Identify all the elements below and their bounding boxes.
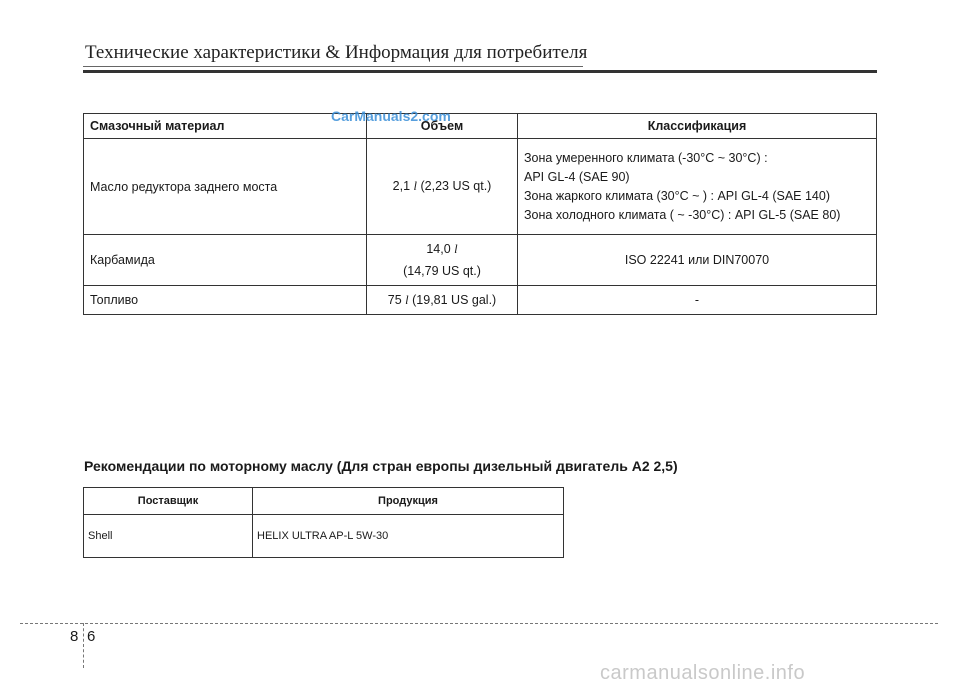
footer-dashed-rule [20, 623, 938, 624]
lubricants-table [83, 113, 877, 315]
classification-line: Зона холодного климата ( ~ -30°C) : API GL-5 (SAE 80) [524, 208, 841, 222]
page-header-title: Технические характеристики & Информация для потребителя [85, 42, 588, 63]
header-material: Смазочный материал [84, 114, 367, 139]
material-cell: Топливо [84, 286, 367, 315]
header-rule [83, 70, 877, 73]
liter-unit: l [413, 179, 417, 193]
lubricants-header-row [84, 114, 877, 139]
oil-recommendation-heading: Рекомендации по моторному маслу (Для стран европы дизельный двигатель A2 2,5) [84, 458, 678, 474]
oil-recommendation-table [83, 487, 564, 558]
oil-header-row [84, 488, 564, 515]
volume-conversion: (14,79 US qt.) [403, 264, 481, 278]
volume-cell [367, 286, 518, 315]
page-number [70, 628, 104, 645]
classification-cell [518, 139, 877, 235]
classification-line: API GL-4 (SAE 90) [524, 170, 630, 184]
page-number-page: 6 [87, 628, 96, 645]
product-cell: HELIX ULTRA AP-L 5W-30 [253, 515, 564, 558]
volume-conversion: (2,23 US qt.) [420, 179, 492, 193]
header-classification: Классификация [518, 114, 877, 139]
watermark-logo-text: CarManuals2.com [331, 108, 451, 124]
classification-line: Зона жаркого климата (30°C ~ ) : API GL-4 (SAE 140) [524, 189, 830, 203]
page-number-chapter: 8 [70, 628, 79, 645]
table-row [84, 139, 877, 235]
table-row [84, 286, 877, 315]
volume-conversion: (19,81 US gal.) [412, 292, 497, 307]
volume-number: 2,1 [392, 179, 411, 193]
header-rule-thin [83, 66, 583, 67]
material-cell: Карбамида [84, 235, 367, 286]
volume-line [373, 238, 511, 260]
volume-cell [367, 235, 518, 286]
header-supplier: Поставщик [84, 488, 253, 515]
liter-unit: l [405, 292, 409, 307]
classification-line: Зона умеренного климата (-30°C ~ 30°C) : [524, 151, 768, 165]
classification-cell: ISO 22241 или DIN70070 [518, 235, 877, 286]
classification-cell: - [518, 286, 877, 315]
site-watermark: carmanualsonline.info [600, 662, 806, 684]
material-cell: Масло редуктора заднего моста [84, 139, 367, 235]
table-row [84, 235, 877, 286]
volume-number: 14,0 [426, 242, 451, 256]
liter-unit: l [454, 242, 458, 256]
table-row [84, 515, 564, 558]
volume-cell [367, 139, 518, 235]
supplier-cell: Shell [84, 515, 253, 558]
volume-number: 75 [387, 292, 402, 307]
header-product: Продукция [253, 488, 564, 515]
header-volume: Объем [367, 114, 518, 139]
